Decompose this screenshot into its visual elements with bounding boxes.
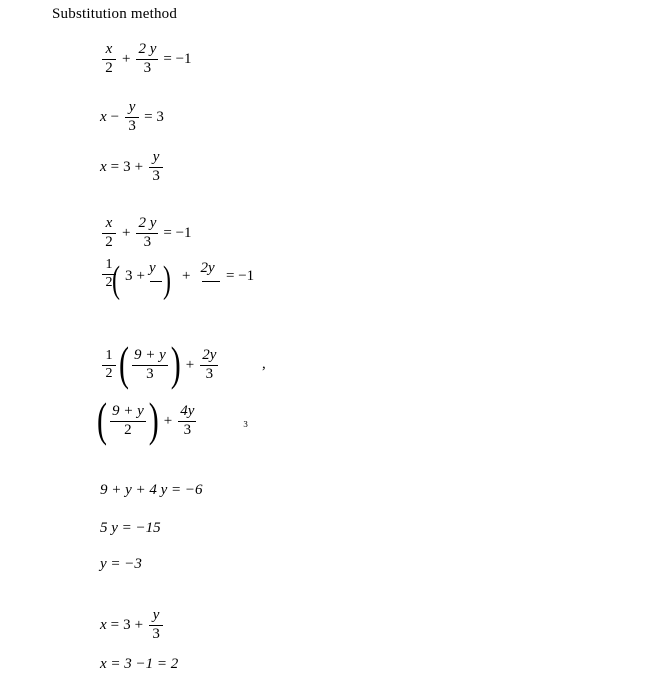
- equation-11: [100, 608, 165, 643]
- equation-1: [100, 42, 192, 77]
- fraction-9-plus-y-over-3: [132, 348, 168, 383]
- trailing-comma: ,: [262, 356, 266, 372]
- denominator: 3: [152, 625, 160, 642]
- denominator: 3: [128, 117, 136, 134]
- fraction-x-over-2: [102, 42, 116, 77]
- numerator-2y: 2y: [200, 260, 215, 276]
- page-title: Substitution method: [52, 6, 178, 22]
- equation-9: 5 y = −15: [100, 520, 161, 536]
- equation-12: x = 3 −1 = 2: [100, 656, 179, 672]
- constant-3: 3: [123, 158, 131, 175]
- plus-sign: +: [185, 356, 195, 373]
- equation-4: [100, 216, 192, 251]
- numerator: 1: [105, 348, 113, 364]
- fraction-2y-over-3: [136, 42, 158, 77]
- numerator: 2y: [202, 347, 217, 363]
- fraction-y-over-3: [149, 150, 163, 185]
- right-paren-glyph: ): [170, 338, 181, 391]
- plus-sign: +: [134, 158, 144, 175]
- fraction-bar-fragment-2: [202, 281, 220, 282]
- right-paren-glyph: ): [148, 394, 159, 447]
- numerator: y: [152, 607, 160, 623]
- numerator: y: [128, 99, 136, 115]
- fraction-bar-fragment: [150, 281, 162, 282]
- denominator: 3: [143, 59, 152, 76]
- fraction-2y-over-3: [136, 216, 158, 251]
- equation-3: [100, 150, 165, 185]
- plus-sign: +: [122, 50, 131, 67]
- variable-x: x: [100, 108, 107, 125]
- denominator: 3: [152, 167, 160, 184]
- fraction-4y-over-3: [178, 404, 196, 439]
- equation-10: y = −3: [100, 556, 142, 572]
- variable-y: y: [148, 260, 156, 276]
- equation-2: [100, 100, 164, 135]
- fraction-9-plus-y-over-2: [110, 404, 146, 439]
- numerator: 2 y: [138, 41, 157, 57]
- denominator: 3: [205, 365, 214, 382]
- plus-sign: +: [182, 268, 191, 284]
- denominator: 2: [105, 365, 113, 381]
- variable-x: x: [100, 616, 107, 633]
- left-paren-glyph: (: [97, 394, 107, 447]
- equals-sign: =: [110, 616, 120, 633]
- numerator: x: [105, 215, 113, 231]
- right-paren-glyph: ): [163, 259, 171, 302]
- equation-6: [100, 338, 220, 391]
- fraction-y-over-3: [125, 100, 139, 135]
- relation: = 3: [144, 108, 164, 125]
- numerator: 4y: [180, 403, 195, 419]
- numerator: 2 y: [138, 215, 157, 231]
- denominator: 2: [105, 59, 113, 76]
- numerator: 9 + y: [134, 347, 166, 363]
- denominator: 2: [105, 233, 113, 250]
- numerator: y: [152, 149, 160, 165]
- equation-7: [96, 394, 198, 447]
- plus-sign: +: [134, 616, 144, 633]
- fraction-y-over-3: [149, 608, 163, 643]
- numerator: 9 + y: [112, 403, 144, 419]
- minus-sign: −: [110, 108, 120, 125]
- relation: = −1: [163, 224, 192, 241]
- equation-8: 9 + y + 4 y = −6: [100, 482, 203, 498]
- left-paren-glyph: (: [119, 338, 129, 391]
- numerator: 1: [105, 257, 113, 272]
- equation-5-body: [125, 260, 156, 285]
- fraction-2y-over-3: [200, 348, 218, 383]
- denominator: 3: [146, 365, 154, 382]
- equals-sign: =: [110, 158, 120, 175]
- denominator: 2: [105, 274, 113, 290]
- plus-sign: +: [163, 412, 173, 429]
- denominator: 3: [143, 233, 152, 250]
- relation: = −1: [163, 50, 192, 67]
- relation: = −1: [226, 268, 255, 284]
- equation-5-relation: [226, 268, 254, 285]
- variable-x: x: [100, 158, 107, 175]
- equation-5-tail: [178, 260, 215, 285]
- numerator: x: [105, 41, 113, 57]
- denominator: 3: [183, 421, 192, 438]
- constant-3: 3: [125, 268, 133, 284]
- plus-sign: +: [136, 268, 145, 284]
- plus-sign: +: [122, 224, 131, 241]
- constant-3: 3: [123, 616, 131, 633]
- denominator: 2: [124, 421, 132, 438]
- fraction-x-over-2: [102, 216, 116, 251]
- left-paren-glyph: (: [112, 259, 120, 302]
- trailing-glyph: ₃: [243, 412, 249, 428]
- fraction-1-over-2: [102, 349, 116, 381]
